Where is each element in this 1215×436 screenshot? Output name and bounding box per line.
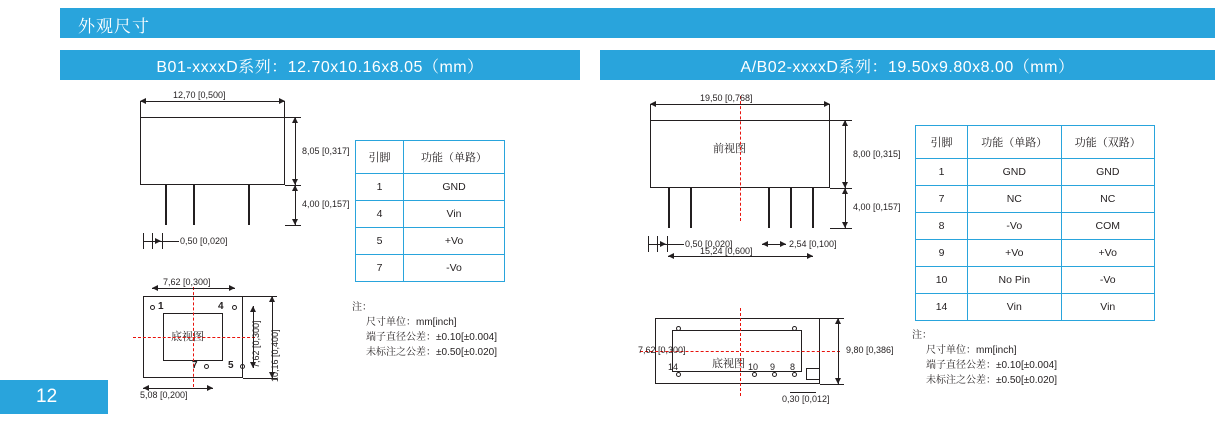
left-front-pindia-label: 0,50 [0,020] [180, 236, 228, 246]
left-pin-table-th-0: 引脚 [356, 141, 404, 174]
table-row [356, 228, 505, 255]
right-front-span-arrow-r [807, 253, 813, 259]
right-front-ext-g [657, 236, 658, 252]
right-bottom-pad-top-l [676, 326, 681, 331]
right-bottom-right-dimline [838, 318, 839, 384]
left-pin-table [355, 140, 505, 282]
right-front-pitch-label: 2,54 [0,100] [789, 239, 837, 249]
left-pin-cell-1-1: Vin [404, 201, 505, 228]
right-front-pin-5 [812, 188, 814, 228]
right-front-height-dimline [845, 120, 846, 188]
right-note-line-1: 端子直径公差：±0.10[±0.004] [926, 360, 1058, 371]
right-front-pinheight-arrow-u [842, 188, 848, 194]
right-pin-cell-3-2: +Vo [1061, 240, 1154, 267]
left-bottom-outer-label: 10,16 [0,400] [270, 329, 280, 382]
right-note-title: 注： [912, 330, 932, 341]
right-bottom-right-label: 9,80 [0,386] [846, 345, 894, 355]
left-pin-table-header-row [356, 141, 505, 174]
table-row [356, 201, 505, 228]
left-bottom-bottom-arrow-r [207, 385, 213, 391]
right-pin-cell-5-2: Vin [1061, 294, 1154, 321]
table-row [356, 255, 505, 282]
right-pin-table [915, 125, 1155, 321]
right-front-ext-a [650, 104, 651, 122]
left-front-pinheight-label: 4,00 [0,157] [302, 199, 350, 209]
left-note-line-1: 端子直径公差：±0.10[±0.004] [366, 332, 498, 343]
left-front-width-label: 12,70 [0,500] [173, 90, 226, 100]
right-pin-cell-3-0: 9 [916, 240, 968, 267]
right-pin-table-th-2: 功能（双路） [1061, 126, 1154, 159]
right-pin-cell-1-0: 7 [916, 186, 968, 213]
left-bottom-top-arrow-r [229, 285, 235, 291]
right-front-ext-f [648, 236, 649, 252]
table-row [916, 294, 1155, 321]
page-title: 外观尺寸 [78, 17, 150, 36]
right-pin-table-header-row [916, 126, 1155, 159]
right-front-view-label: 前视图 [713, 143, 746, 155]
right-pin-cell-2-2: COM [1061, 213, 1154, 240]
right-bottom-pad-detail [806, 368, 820, 380]
left-front-ext-a [140, 101, 141, 119]
right-front-pindia-dimline [648, 244, 684, 245]
left-front-pin-1 [165, 185, 167, 225]
left-front-width-dimline [140, 101, 285, 102]
right-note [912, 328, 1057, 388]
left-bottom-centerline-v [193, 287, 194, 387]
left-bottom-pin-label-1: 1 [158, 301, 164, 312]
left-bottom-view-label: 底视图 [171, 331, 204, 343]
right-front-span-label: 15,24 [0,600] [700, 246, 753, 256]
right-pin-cell-0-0: 1 [916, 159, 968, 186]
right-front-pitch-arrow-l [762, 241, 768, 247]
left-pin-cell-0-0: 1 [356, 174, 404, 201]
left-bottom-ext-a [243, 296, 277, 297]
right-bottom-ext-a [820, 318, 844, 319]
right-note-line-0: 尺寸单位：mm[inch] [926, 345, 1017, 356]
right-pin-cell-5-0: 14 [916, 294, 968, 321]
right-front-ext-e [830, 228, 852, 229]
right-bottom-pad-9 [772, 372, 777, 377]
page-number: 12 [36, 386, 58, 407]
right-front-pindia-arrow [660, 241, 666, 247]
right-front-pin-2 [690, 188, 692, 228]
left-front-ext-h [162, 233, 163, 249]
right-bottom-pin-label-14: 14 [668, 362, 679, 372]
table-row [916, 240, 1155, 267]
right-pin-table-th-0: 引脚 [916, 126, 968, 159]
left-front-pin-3 [248, 185, 250, 225]
right-front-ext-c [830, 120, 852, 121]
right-front-pindia-label: 0,50 [0,020] [685, 239, 733, 249]
right-note-line-2: 未标注之公差：±0.50[±0.020] [926, 375, 1058, 386]
section-header-left-label: B01-xxxxD系列：12.70x10.16x8.05（mm） [156, 58, 484, 76]
table-row [356, 174, 505, 201]
left-pin-cell-2-1: +Vo [404, 228, 505, 255]
left-pin-cell-3-1: -Vo [404, 255, 505, 282]
right-front-centerline-v [740, 96, 741, 221]
right-front-width-label: 19,50 [0,768] [700, 93, 753, 103]
right-pin-cell-2-0: 8 [916, 213, 968, 240]
right-pin-cell-5-1: Vin [968, 294, 1061, 321]
left-pin-cell-2-0: 5 [356, 228, 404, 255]
left-pin-cell-3-0: 7 [356, 255, 404, 282]
page-title-bar [60, 8, 1215, 38]
page-number-block [0, 380, 108, 414]
right-front-width-dimline [650, 104, 830, 105]
left-bottom-pad-7 [204, 364, 209, 369]
right-front-ext-h [667, 236, 668, 252]
right-bottom-centerline-v [740, 308, 741, 396]
left-front-pin-2 [193, 185, 195, 225]
right-pin-table-th-1: 功能（单路） [968, 126, 1061, 159]
left-bottom-top-label: 7,62 [0,300] [163, 277, 211, 287]
section-header-right [600, 50, 1215, 80]
right-bottom-pad-8 [792, 372, 797, 377]
left-pin-cell-1-0: 4 [356, 201, 404, 228]
right-pin-cell-0-2: GND [1061, 159, 1154, 186]
left-front-height-label: 8,05 [0,317] [302, 146, 350, 156]
right-pin-cell-4-1: No Pin [968, 267, 1061, 294]
left-bottom-pad-1 [150, 305, 155, 310]
left-front-body [140, 117, 285, 185]
right-front-pinheight-label: 4,00 [0,157] [853, 202, 901, 212]
section-header-right-label: A/B02-xxxxD系列：19.50x9.80x8.00（mm） [740, 58, 1075, 76]
table-row [916, 213, 1155, 240]
right-front-height-label: 8,00 [0,315] [853, 149, 901, 159]
left-note [352, 300, 497, 360]
left-note-line-0: 尺寸单位：mm[inch] [366, 317, 457, 328]
right-bottom-pin-label-8: 8 [790, 362, 796, 372]
left-front-pindia-arrow [155, 238, 161, 244]
right-front-pitch-arrow-r [780, 241, 786, 247]
left-bottom-pin-label-7: 7 [192, 360, 198, 371]
right-bottom-bottom-label: 0,30 [0,012] [782, 394, 830, 404]
left-note-line-2: 未标注之公差：±0.50[±0.020] [366, 347, 498, 358]
left-front-height-dimline [295, 117, 296, 185]
right-pin-cell-1-2: NC [1061, 186, 1154, 213]
right-bottom-ext-b [820, 384, 844, 385]
left-note-title: 注： [352, 302, 372, 313]
right-bottom-pad-10 [752, 372, 757, 377]
left-bottom-bottom-dimline [143, 388, 213, 389]
right-bottom-pin-label-10: 10 [748, 362, 759, 372]
right-bottom-view-label: 底视图 [712, 358, 745, 370]
section-header-left [60, 50, 580, 80]
left-bottom-pad-4 [232, 305, 237, 310]
right-pin-cell-4-2: -Vo [1061, 267, 1154, 294]
left-pin-cell-0-1: GND [404, 174, 505, 201]
right-bottom-bottom-dimline [790, 392, 816, 393]
right-front-ext-d [830, 188, 852, 189]
left-bottom-top-arrow-l [152, 285, 158, 291]
left-bottom-centerline-h [133, 337, 255, 338]
right-bottom-pad-top-r [792, 326, 797, 331]
table-row [916, 186, 1155, 213]
left-front-ext-e [285, 225, 301, 226]
right-front-pin-1 [668, 188, 670, 228]
right-front-span-arrow-l [668, 253, 674, 259]
left-pin-table-th-1: 功能（单路） [404, 141, 505, 174]
right-bottom-pad-14 [676, 372, 681, 377]
right-pin-cell-3-1: +Vo [968, 240, 1061, 267]
right-pin-cell-2-1: -Vo [968, 213, 1061, 240]
right-front-pin-3 [768, 188, 770, 228]
right-bottom-left-label: 7,62 [0,300] [638, 345, 686, 355]
table-row [916, 159, 1155, 186]
left-front-pindia-dimline [143, 241, 179, 242]
left-bottom-pin-label-4: 4 [218, 301, 224, 312]
left-bottom-top-dimline [152, 288, 235, 289]
left-front-pinheight-arrow-up [292, 185, 298, 191]
left-bottom-inner-label: 7,62 [0,300] [251, 320, 261, 368]
right-pin-cell-4-0: 10 [916, 267, 968, 294]
right-pin-cell-1-1: NC [968, 186, 1061, 213]
left-bottom-inner-arrow-u [250, 306, 256, 312]
table-row [916, 267, 1155, 294]
right-bottom-pin-label-9: 9 [770, 362, 776, 372]
left-bottom-pad-5 [240, 364, 245, 369]
left-bottom-bottom-label: 5,08 [0,200] [140, 390, 188, 400]
left-bottom-pin-label-5: 5 [228, 360, 234, 371]
left-front-ext-g [152, 233, 153, 249]
right-pin-cell-0-1: GND [968, 159, 1061, 186]
left-front-ext-c [285, 117, 301, 118]
left-front-ext-f [143, 233, 144, 249]
right-front-pin-4 [790, 188, 792, 228]
right-front-span-dimline [668, 256, 813, 257]
